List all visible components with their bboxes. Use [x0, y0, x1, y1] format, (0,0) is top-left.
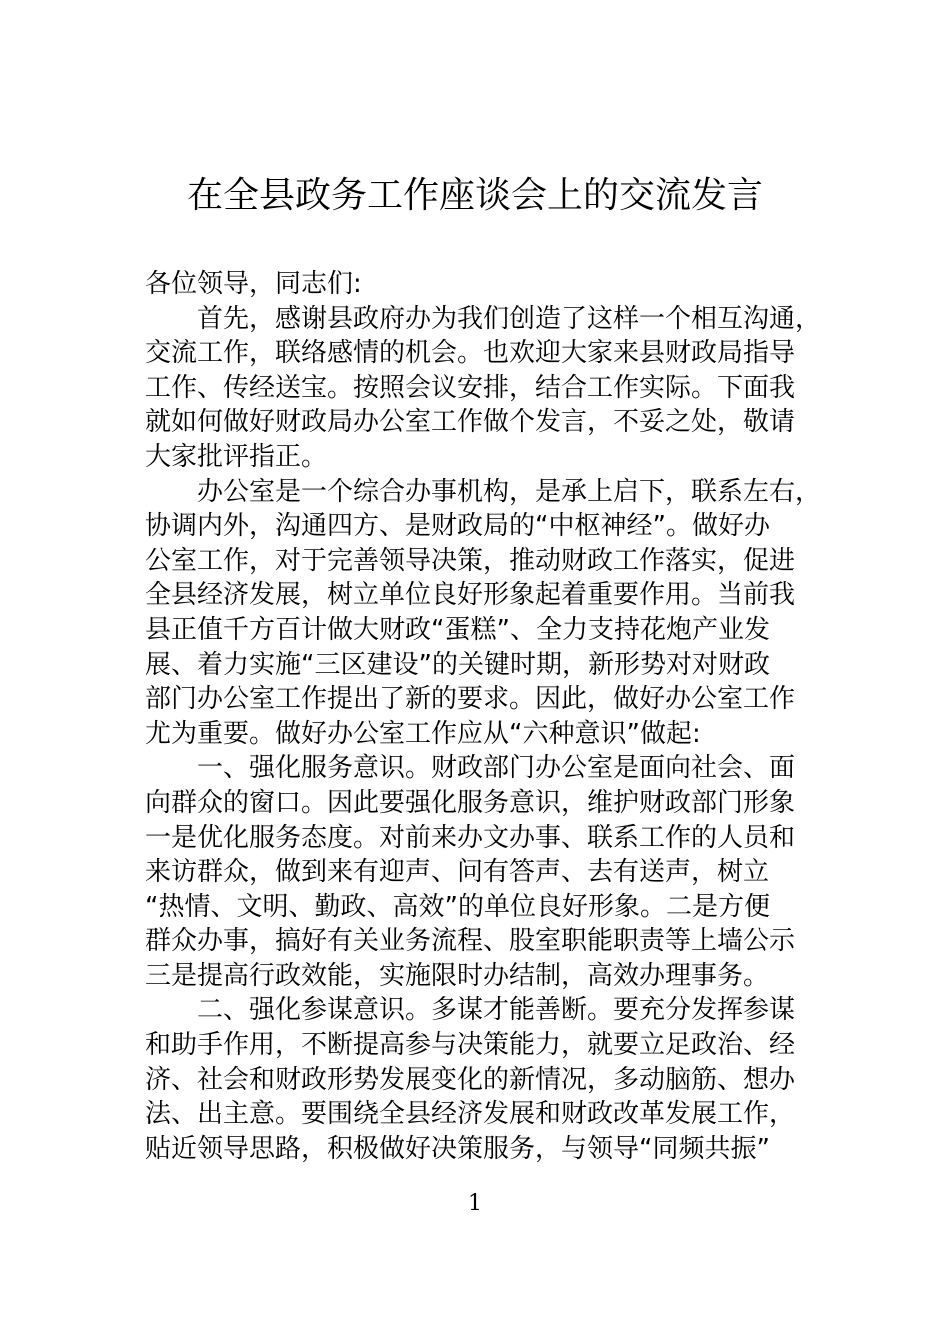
paragraph-2-line-6: 展、着力实施“三区建设”的关键时期，新形势对对财政 — [145, 649, 770, 680]
paragraph-4-line-1: 二、强化参谋意识。多谋才能善断。要充分发挥参谋 — [197, 995, 796, 1026]
paragraph-2-line-7: 部门办公室工作提出了新的要求。因此，做好办公室工作 — [145, 684, 796, 715]
paragraph-3-line-7: 三是提高行政效能，实施限时办结制，高效办理事务。 — [145, 960, 770, 991]
paragraph-1-line-2: 交流工作，联络感情的机会。也欢迎大家来县财政局指导 — [145, 338, 796, 369]
document-body — [145, 267, 835, 1166]
document-title: 在全县政务工作座谈会上的交流发言 — [186, 175, 763, 216]
page-number: 1 — [468, 1191, 482, 1216]
paragraph-1-line-5: 大家批评指正。 — [145, 441, 328, 472]
paragraph-2-line-3: 公室工作，对于完善领导决策，推动财政工作落实，促进 — [145, 545, 796, 576]
paragraph-2-line-4: 全县经济发展，树立单位良好形象起着重要作用。当前我 — [145, 580, 796, 611]
paragraph-2-line-2: 协调内外，沟通四方、是财政局的“中枢神经”。做好办 — [145, 511, 770, 542]
paragraph-3-line-4: 来访群众，做到来有迎声、问有答声、去有送声，树立 — [145, 857, 770, 888]
paragraph-4-line-3: 济、社会和财政形势发展变化的新情况，多动脑筋、想办 — [145, 1064, 796, 1095]
salutation-line: 各位领导，同志们: — [145, 269, 362, 299]
paragraph-2-line-1: 办公室是一个综合办事机构，是承上启下，联系左右， — [197, 476, 822, 507]
paragraph-4-line-4: 法、出主意。要围绕全县经济发展和财政改革发展工作， — [145, 1099, 796, 1130]
paragraph-3-line-2: 向群众的窗口。因此要强化服务意识，维护财政部门形象 — [145, 787, 796, 818]
paragraph-3-line-1: 一、强化服务意识。财政部门办公室是面向社会、面 — [197, 753, 796, 784]
paragraph-4-line-5: 贴近领导思路，积极做好决策服务，与领导“同频共振” — [145, 1133, 770, 1164]
paragraph-2-line-8: 尤为重要。做好办公室工作应从“六种意识”做起: — [145, 718, 701, 749]
paragraph-4-line-2: 和助手作用，不断提高参与决策能力，就要立足政治、经 — [145, 1030, 796, 1061]
paragraph-3-line-6: 群众办事，搞好有关业务流程、股室职能职责等上墙公示 — [145, 926, 796, 957]
paragraph-1-line-4: 就如何做好财政局办公室工作做个发言，不妥之处，敬请 — [145, 407, 796, 438]
paragraph-1-line-1: 首先，感谢县政府办为我们创造了这样一个相互沟通， — [197, 303, 822, 334]
paragraph-2-line-5: 县正值千方百计做大财政“蛋糕”、全力支持花炮产业发 — [145, 614, 770, 645]
paragraph-1-line-3: 工作、传经送宝。按照会议安排，结合工作实际。下面我 — [145, 372, 796, 403]
paragraph-3-line-5: “热情、文明、勤政、高效”的单位良好形象。二是方便 — [145, 891, 770, 922]
paragraph-3-line-3: 一是优化服务态度。对前来办文办事、联系工作的人员和 — [145, 822, 796, 853]
